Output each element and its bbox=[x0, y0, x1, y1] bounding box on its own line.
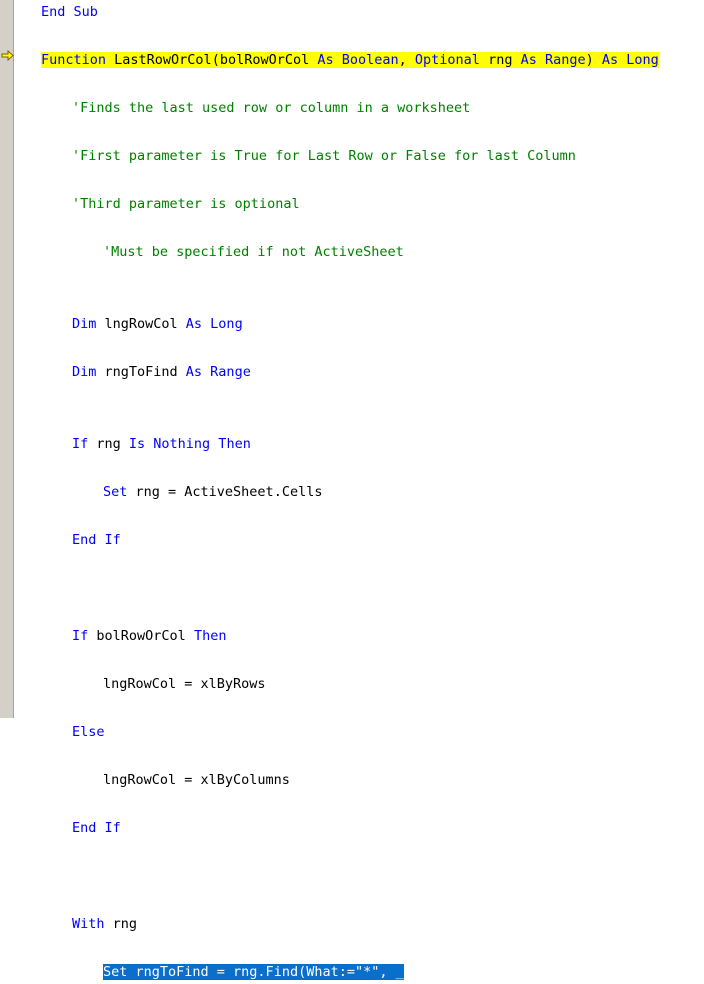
code-line[interactable] bbox=[15, 312, 704, 336]
code-token: As Range bbox=[185, 364, 251, 380]
code-text bbox=[72, 316, 243, 332]
code-line[interactable] bbox=[15, 360, 704, 384]
code-token: As Long bbox=[601, 52, 659, 68]
code-token: Set bbox=[103, 484, 128, 500]
code-line[interactable] bbox=[15, 480, 704, 504]
code-token: rng bbox=[88, 436, 129, 452]
code-token: As Boolean bbox=[317, 52, 399, 68]
selected-code bbox=[103, 964, 404, 980]
code-line[interactable] bbox=[15, 216, 704, 240]
code-text bbox=[103, 676, 266, 692]
code-token: 'Finds the last used row or column in a worksheet bbox=[72, 100, 471, 116]
code-line[interactable] bbox=[15, 840, 704, 864]
code-line[interactable] bbox=[15, 552, 704, 576]
code-text-area[interactable] bbox=[15, 0, 704, 980]
execution-arrow-icon bbox=[0, 44, 14, 66]
code-line[interactable] bbox=[15, 384, 704, 408]
code-token: rngToFind = rng.Find(What:="*", _ bbox=[127, 964, 404, 980]
code-line[interactable] bbox=[15, 288, 704, 312]
code-line[interactable] bbox=[15, 768, 704, 792]
code-line[interactable] bbox=[15, 456, 704, 480]
code-token: 'Must be specified if not ActiveSheet bbox=[103, 244, 404, 260]
code-line[interactable] bbox=[15, 120, 704, 144]
code-token: Function bbox=[41, 52, 115, 68]
code-token: Dim bbox=[72, 364, 97, 380]
code-line[interactable] bbox=[15, 696, 704, 720]
code-token: 'Third parameter is optional bbox=[72, 196, 300, 212]
code-text bbox=[72, 148, 576, 164]
code-text bbox=[72, 820, 121, 836]
code-line[interactable] bbox=[15, 408, 704, 432]
code-text bbox=[72, 364, 251, 380]
code-text bbox=[103, 244, 404, 260]
code-token: Dim bbox=[72, 316, 97, 332]
code-line[interactable] bbox=[15, 96, 704, 120]
code-token: End If bbox=[72, 820, 121, 836]
code-line[interactable] bbox=[15, 648, 704, 672]
code-line[interactable] bbox=[15, 264, 704, 288]
code-token: If bbox=[72, 436, 89, 452]
code-text bbox=[72, 916, 137, 932]
breakpoint-highlighted-code bbox=[41, 52, 659, 68]
code-text bbox=[103, 484, 322, 500]
code-line[interactable] bbox=[15, 192, 704, 216]
code-line[interactable] bbox=[15, 816, 704, 840]
code-token: rngToFind bbox=[96, 364, 186, 380]
code-line[interactable] bbox=[15, 336, 704, 360]
code-token: lngRowCol = xlByColumns bbox=[103, 772, 290, 788]
code-token: LastRowOrCol(bolRowOrCol bbox=[114, 52, 318, 68]
code-margin-indicator-bar[interactable] bbox=[0, 0, 14, 718]
code-line[interactable] bbox=[15, 864, 704, 888]
code-line[interactable] bbox=[15, 576, 704, 600]
code-line[interactable] bbox=[15, 24, 704, 48]
code-line[interactable] bbox=[15, 0, 704, 24]
code-token: rng bbox=[479, 52, 521, 68]
code-token: lngRowCol bbox=[96, 316, 186, 332]
code-token: , bbox=[398, 52, 415, 68]
code-line[interactable] bbox=[15, 48, 704, 72]
code-token: As Range bbox=[520, 52, 586, 68]
code-text bbox=[41, 4, 98, 20]
code-line[interactable] bbox=[15, 792, 704, 816]
code-token: Optional bbox=[414, 52, 480, 68]
code-token: As Long bbox=[185, 316, 243, 332]
code-token: bolRowOrCol bbox=[88, 628, 194, 644]
code-token: rng bbox=[104, 916, 138, 932]
code-line[interactable] bbox=[15, 720, 704, 744]
code-token: Else bbox=[72, 724, 105, 740]
code-token: End Sub bbox=[41, 4, 98, 20]
code-line[interactable] bbox=[15, 888, 704, 912]
code-text bbox=[103, 772, 290, 788]
code-text bbox=[72, 196, 300, 212]
code-line[interactable] bbox=[15, 144, 704, 168]
code-line[interactable] bbox=[15, 504, 704, 528]
code-token: Then bbox=[193, 628, 227, 644]
code-text bbox=[72, 724, 105, 740]
code-token: rng = ActiveSheet.Cells bbox=[127, 484, 323, 500]
code-line[interactable] bbox=[15, 432, 704, 456]
code-token: Set bbox=[103, 964, 128, 980]
code-line[interactable] bbox=[15, 600, 704, 624]
code-line[interactable] bbox=[15, 936, 704, 960]
code-token: With bbox=[72, 916, 105, 932]
code-token: 'First parameter is True for Last Row or False for last Column bbox=[72, 148, 576, 164]
code-text bbox=[72, 628, 226, 644]
code-token: End If bbox=[72, 532, 121, 548]
code-line[interactable] bbox=[15, 168, 704, 192]
code-token: Is Nothing Then bbox=[128, 436, 251, 452]
code-text bbox=[72, 436, 251, 452]
code-line[interactable] bbox=[15, 960, 704, 984]
code-text bbox=[72, 532, 121, 548]
code-line[interactable] bbox=[15, 624, 704, 648]
code-token: lngRowCol = xlByRows bbox=[103, 676, 266, 692]
code-line[interactable] bbox=[15, 672, 704, 696]
code-line[interactable] bbox=[15, 528, 704, 552]
code-token: ) bbox=[585, 52, 602, 68]
code-token: If bbox=[72, 628, 89, 644]
code-line[interactable] bbox=[15, 744, 704, 768]
code-line[interactable] bbox=[15, 72, 704, 96]
code-text bbox=[72, 100, 470, 116]
code-line[interactable] bbox=[15, 912, 704, 936]
code-line[interactable] bbox=[15, 240, 704, 264]
